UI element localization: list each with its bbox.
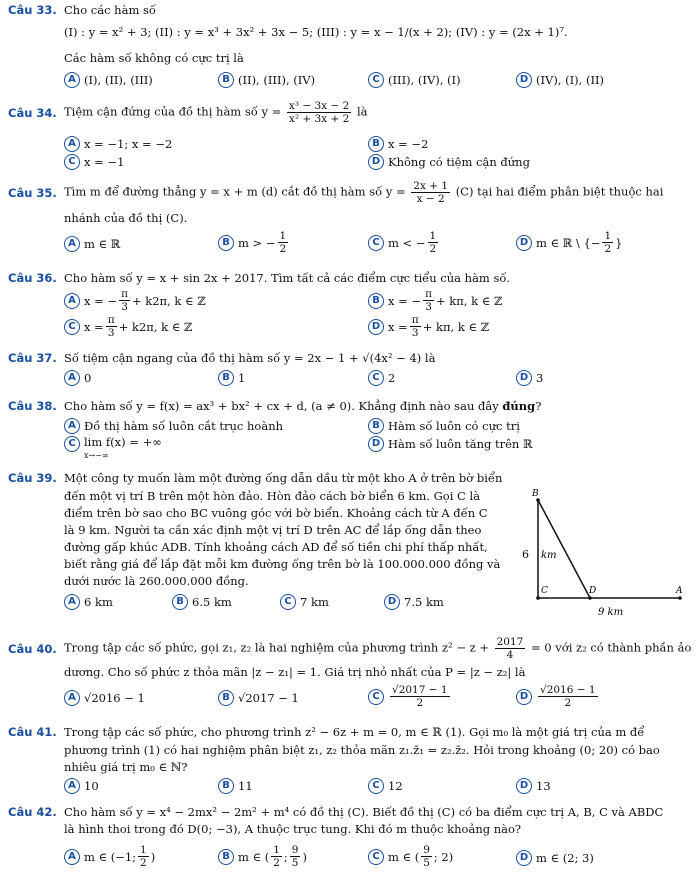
fraction: $\frac{\pi}{3}$: [121, 288, 128, 313]
fraction: $\frac{\pi}{3}$: [411, 314, 419, 339]
option-label-badge: C: [368, 778, 384, 794]
option-text: Đồ thị hàm số luôn cắt trục hoành: [84, 419, 284, 433]
option-text: x = −1: [84, 155, 125, 169]
option-a[interactable]: [64, 370, 91, 386]
option-label-badge: B: [172, 594, 188, 610]
option-label-badge: C: [368, 689, 384, 705]
option-text: 10: [84, 779, 99, 793]
question-39-line: điểm trên bờ sao cho BC vuông góc với bờ biển. Khoảng cách từ A đến C: [64, 506, 488, 520]
option-text-post: + k2π, k ∈ ℤ: [131, 293, 206, 308]
option-label-badge: C: [64, 154, 80, 170]
option-b[interactable]: [368, 418, 520, 434]
option-text: x = −2: [388, 137, 429, 151]
option-d[interactable]: [516, 230, 622, 255]
label-base-9km: 9 km: [598, 607, 624, 618]
option-b[interactable]: [368, 288, 502, 313]
option-label-badge: D: [368, 436, 384, 452]
segment-bd: [538, 500, 590, 598]
question-text: Trong tập các số phức, gọi z₁, z₂ là hai nghiệm của phương trình z² − z + $\frac{2017}{4}$ = 0 với z₂ có thành phần ảo: [64, 636, 692, 661]
option-text: Hàm số luôn tăng trên ℝ: [388, 437, 533, 451]
point-d: [588, 596, 592, 600]
question-41-line: phương trình (1) có hai nghiệm phân biệt z₁, z₂ thỏa mãn z₁.z̄₁ = z₂.z̄₂. Hỏi trong khoảng (0; 20) có bao: [64, 743, 660, 757]
option-c[interactable]: [368, 230, 440, 255]
option-label-badge: B: [218, 370, 234, 386]
option-text-post: + kπ, k ∈ ℤ: [435, 293, 503, 308]
option-c[interactable]: [368, 370, 395, 386]
question-39-line: đường gấp khúc ADB. Tính khoảng cách AD để số tiền chi phí thấp nhất,: [64, 540, 488, 554]
option-d[interactable]: [384, 594, 444, 610]
option-text-mid: ;: [283, 849, 288, 864]
question-34: [8, 100, 692, 125]
option-b[interactable]: [218, 72, 315, 88]
question-37: [8, 350, 692, 366]
fraction: $\frac{9}{5}$: [291, 844, 299, 869]
option-text: x =: [388, 319, 408, 334]
question-text: Tìm m để đường thẳng y = x + m (d) cắt đồ thị hàm số y = $\frac{2x + 1}{x - 2}$ (C) tại hai điểm phân biệt thuộc hai: [64, 180, 664, 205]
option-label-badge: C: [64, 319, 80, 335]
option-label-badge: A: [64, 370, 80, 386]
question-number: Câu 38.: [8, 399, 57, 413]
label-b: B: [532, 489, 539, 499]
option-text: (IV), (I), (II): [536, 73, 605, 87]
option-label-badge: B: [218, 72, 234, 88]
option-text: √2017 − 1: [238, 691, 299, 705]
option-text: 7.5 km: [404, 595, 444, 609]
question-number: Câu 39.: [8, 471, 57, 485]
limit-expression: lim f(x) = +∞ x→−∞: [84, 435, 162, 460]
option-label-badge: D: [516, 370, 532, 386]
question-33-prompt: Các hàm số không có cực trị là: [64, 51, 244, 65]
option-a[interactable]: [64, 844, 155, 869]
option-label-badge: C: [368, 235, 384, 251]
option-label-badge: A: [64, 418, 80, 434]
option-label-badge: A: [64, 690, 80, 706]
option-c[interactable]: [64, 154, 124, 170]
fraction: $\frac{\pi}{3}$: [107, 314, 115, 339]
option-label-badge: B: [218, 690, 234, 706]
fraction: $\frac{\text{x³ − 3x − 2}}{\text{x² + 3x + 2}}$: [288, 100, 350, 125]
question-text: Cho hàm số y = x + sin 2x + 2017. Tìm tất cả các điểm cực tiểu của hàm số.: [64, 271, 511, 285]
option-b[interactable]: [218, 778, 253, 794]
question-39-line: dưới nước là 260.000.000 đồng.: [64, 574, 249, 588]
option-text: (II), (III), (IV): [238, 73, 316, 87]
question-41: [8, 724, 692, 740]
option-text: m ∈ ℝ: [84, 237, 121, 251]
option-text: 7 km: [300, 595, 329, 609]
option-label-badge: C: [368, 370, 384, 386]
option-label-badge: A: [64, 293, 80, 309]
question-text: Tiệm cận đứng của đồ thị hàm số y = $\frac{\text{x³ − 3x − 2}}{\text{x² + 3x + 2}}$ là: [64, 100, 368, 125]
question-40-line2: dương. Cho số phức z thỏa mãn |z − z₁| = 1. Giá trị nhỏ nhất của P = |z − z₂| là: [64, 665, 526, 679]
question-39-line: biết rằng giá để lắp đặt mỗi km đường ống trên bờ là 100.000.000 đồng và: [64, 557, 501, 571]
option-a[interactable]: [64, 72, 153, 88]
question-39-line: đến một vị trí B trên một hòn đảo. Hòn đảo cách bờ biển 6 km. Gọi C là: [64, 489, 481, 503]
label-a: A: [676, 586, 683, 596]
option-label-badge: A: [64, 594, 80, 610]
option-text: Hàm số luôn có cực trị: [388, 419, 520, 433]
option-label-badge: C: [368, 72, 384, 88]
option-text: 1: [238, 371, 246, 385]
option-d[interactable]: [516, 850, 594, 866]
label-c: C: [541, 586, 548, 596]
option-label-badge: B: [368, 136, 384, 152]
option-text-post: ): [302, 849, 307, 864]
question-number: Câu 34.: [8, 105, 57, 120]
question-number: Câu 42.: [8, 805, 57, 819]
option-a[interactable]: [64, 594, 113, 610]
question-41-line: nhiêu giá trị m₀ ∈ ℕ?: [64, 760, 188, 774]
option-text-post: ): [150, 849, 156, 864]
question-38: [8, 398, 692, 414]
question-35-line2: nhánh của đồ thị (C).: [64, 211, 188, 225]
option-text: 12: [388, 779, 403, 793]
fraction: $\frac{√2017 - 1}{2}$: [392, 684, 448, 709]
option-text: x =: [84, 319, 104, 334]
label-km: km: [541, 550, 557, 561]
option-text: (I), (II), (III): [84, 73, 153, 87]
option-text: x = −: [84, 293, 118, 308]
question-35: [8, 180, 692, 205]
option-label-badge: B: [218, 778, 234, 794]
option-label-badge: D: [516, 850, 532, 866]
pipeline-diagram: [508, 488, 694, 623]
option-b[interactable]: [368, 136, 428, 152]
fraction: $\frac{1}{2}$: [429, 230, 437, 255]
option-a[interactable]: [64, 236, 120, 252]
label-side-6: 6: [522, 548, 529, 561]
option-label-badge: B: [218, 849, 234, 865]
option-d[interactable]: [368, 314, 489, 339]
option-a[interactable]: [64, 778, 99, 794]
fraction: $\frac{1}{2}$: [273, 844, 280, 869]
option-text: Không có tiệm cận đứng: [388, 155, 530, 169]
option-label-badge: C: [64, 436, 80, 452]
option-text: (III), (IV), (I): [388, 73, 461, 87]
point-c: [536, 596, 540, 600]
option-text: 6.5 km: [192, 595, 232, 609]
option-label-badge: B: [218, 235, 234, 251]
option-label-badge: D: [516, 689, 532, 705]
option-a[interactable]: [64, 136, 172, 152]
question-40: [8, 636, 692, 661]
option-c[interactable]: [368, 684, 452, 709]
question-number: Câu 33.: [8, 3, 57, 17]
option-label-badge: D: [516, 778, 532, 794]
question-36: [8, 270, 692, 286]
option-text: x = −1; x = −2: [84, 137, 173, 151]
option-a[interactable]: [64, 288, 206, 313]
option-label-badge: C: [368, 849, 384, 865]
option-b[interactable]: [218, 844, 307, 869]
label-d: D: [589, 586, 597, 596]
question-text: Cho hàm số y = f(x) = ax³ + bx² + cx + d, (a ≠ 0). Khẳng định nào sau đây đúng?: [64, 399, 542, 413]
option-label-badge: B: [368, 293, 384, 309]
fraction: $\frac{2017}{4}$: [496, 636, 524, 661]
option-label-badge: A: [64, 849, 80, 865]
fraction: $\frac{9}{5}$: [423, 844, 430, 869]
option-text: 6 km: [84, 595, 113, 609]
option-label-badge: A: [64, 778, 80, 794]
question-text: Số tiệm cận ngang của đồ thị hàm số y = 2x − 1 + √(4x² − 4) là: [64, 351, 436, 365]
option-text-post: ; 2): [433, 849, 454, 864]
question-text: Một công ty muốn làm một đường ống dẫn dầu từ một kho A ở trên bờ biển: [64, 471, 503, 485]
option-c[interactable]: [280, 594, 329, 610]
option-c[interactable]: [368, 778, 403, 794]
option-d[interactable]: [516, 370, 543, 386]
option-b[interactable]: [172, 594, 232, 610]
option-text-post: + k2π, k ∈ ℤ: [118, 319, 193, 334]
option-b[interactable]: [218, 370, 245, 386]
option-text-post: }: [615, 235, 623, 250]
option-text: 3: [536, 371, 544, 385]
fraction: $\frac{√2016 - 1}{2}$: [540, 684, 596, 709]
option-b[interactable]: [218, 230, 290, 255]
option-text: x = −: [388, 293, 422, 308]
option-text: m ∈ (2; 3): [536, 851, 594, 865]
fraction: $\frac{2x + 1}{x - 2}$: [413, 180, 449, 205]
option-label-badge: D: [368, 154, 384, 170]
option-text: m ∈ (−1;: [84, 849, 137, 864]
fraction: $\frac{\pi}{3}$: [425, 288, 432, 313]
option-c[interactable]: [64, 436, 162, 462]
option-a[interactable]: [64, 690, 145, 706]
option-b[interactable]: [218, 690, 299, 706]
option-text: m > −: [238, 235, 276, 250]
question-number: Câu 41.: [8, 725, 57, 739]
option-text: m ∈ (: [238, 849, 270, 864]
option-text-post: + kπ, k ∈ ℤ: [422, 319, 490, 334]
option-label-badge: A: [64, 136, 80, 152]
option-label-badge: C: [280, 594, 296, 610]
fraction: $\frac{1}{2}$: [604, 230, 612, 255]
option-label-badge: B: [368, 418, 384, 434]
option-text: 0: [84, 371, 92, 385]
question-33: [8, 2, 692, 18]
option-d[interactable]: [368, 154, 530, 170]
option-d[interactable]: [516, 684, 600, 709]
option-text: √2016 − 1: [84, 691, 145, 705]
fraction: $\frac{1}{2}$: [140, 844, 147, 869]
option-c[interactable]: [64, 314, 192, 339]
option-c[interactable]: [368, 844, 453, 869]
option-text: 2: [388, 371, 396, 385]
option-label-badge: D: [516, 235, 532, 251]
option-d[interactable]: [516, 778, 551, 794]
option-text: m ∈ ℝ \ {−: [536, 235, 601, 250]
question-text: Cho hàm số y = x⁴ − 2mx² − 2m² + m⁴ có đồ thị (C). Biết đồ thị (C) có ba điểm cực trị A, B, C và ABDC: [64, 805, 664, 819]
point-a: [678, 596, 682, 600]
question-number: Câu 36.: [8, 271, 57, 285]
option-text: m ∈ (: [388, 849, 420, 864]
question-text: Trong tập các số phức, cho phương trình z² − 6z + m = 0, m ∈ ℝ (1). Gọi m₀ là một giá trị của m để: [64, 725, 645, 739]
option-d[interactable]: [368, 436, 533, 452]
option-text: 13: [536, 779, 551, 793]
question-number: Câu 40.: [8, 641, 57, 656]
question-39-line: là 9 km. Người ta cần xác định một vị trí D trên AC để lắp ống dẫn theo: [64, 523, 482, 537]
question-text: Cho các hàm số: [64, 3, 156, 17]
question-42: [8, 804, 692, 820]
option-label-badge: D: [516, 72, 532, 88]
question-number: Câu 37.: [8, 351, 57, 365]
option-a[interactable]: [64, 418, 283, 434]
option-text: 11: [238, 779, 253, 793]
option-label-badge: D: [368, 319, 384, 335]
option-label-badge: A: [64, 72, 80, 88]
option-text: m < −: [388, 235, 426, 250]
fraction: $\frac{1}{2}$: [279, 230, 287, 255]
option-c[interactable]: [368, 72, 461, 88]
question-33-functions: (I) : y = x² + 3; (II) : y = x³ + 3x² + 3x − 5; (III) : y = x − 1/(x + 2); (IV) : y = (2x + 1)⁷.: [64, 25, 568, 39]
question-number: Câu 35.: [8, 185, 57, 200]
question-39: [8, 470, 692, 486]
question-42-line: là hình thoi trong đó D(0; −3), A thuộc trục tung. Khi đó m thuộc khoảng nào?: [64, 822, 522, 836]
option-d[interactable]: [516, 72, 604, 88]
option-label-badge: A: [64, 236, 80, 252]
option-label-badge: D: [384, 594, 400, 610]
